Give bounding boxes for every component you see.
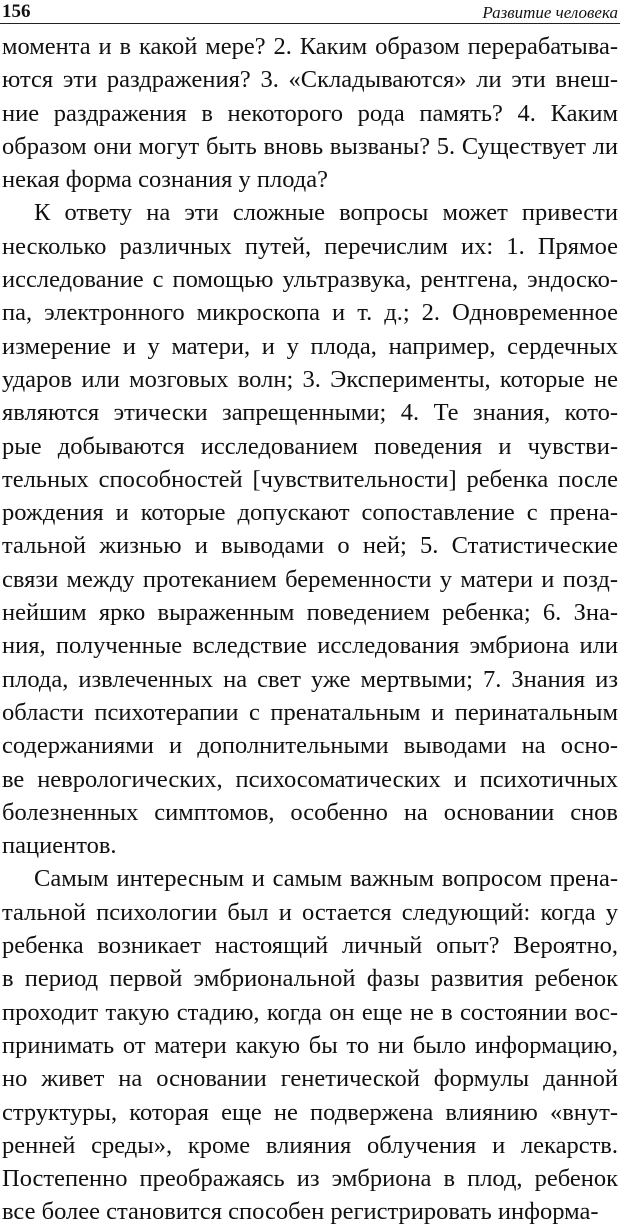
text-line: ние раздражения в некоторого рода память? 4. Каким (2, 99, 618, 127)
text-line: болезненных симптомов, особенно на основании снов (2, 798, 618, 826)
paragraph (2, 30, 618, 196)
text-line: Самым интересным и самым важным вопросом прена- (34, 865, 618, 893)
text-line: ве неврологических, психосоматических и психотичных (2, 765, 618, 793)
text-line: в период первой эмбриональной фазы развития ребенок (2, 965, 618, 993)
header-rule (0, 23, 620, 24)
text-line: тельных способностей [чувствительности] ребенка после (2, 465, 618, 493)
text-line: па, электронного микроскопа и т. д.; 2. Одновременное (2, 299, 618, 327)
text-line: ударов или мозговых волн; 3. Эксперименты, которые не (2, 365, 618, 393)
text-line: являются этически запрещенными; 4. Те знания, кото- (2, 399, 618, 427)
text-line: Постепенно преображаясь из эмбриона в плод, ребенок (2, 1165, 618, 1193)
text-line: связи между протеканием беременности у матери и позд- (2, 565, 618, 593)
page-header (0, 0, 620, 24)
text-line: рые добываются исследованием поведения и чувстви- (2, 432, 618, 460)
text-line: несколько различных путей, перечислим их: 1. Прямое (2, 232, 618, 260)
text-line: исследование с помощью ультразвука, рентгена, эндоско- (2, 266, 618, 294)
body-text (2, 30, 618, 1229)
text-line: ребенка возникает настоящий личный опыт? Вероятно, (2, 932, 618, 960)
text-line: но живет на основании генетической формулы данной (2, 1065, 618, 1093)
text-line: области психотерапии с пренатальным и перинатальным (2, 698, 618, 726)
text-line: пациентов. (2, 832, 117, 860)
paragraph (2, 196, 618, 862)
text-line: структуры, которая еще не подвержена влиянию «внут- (2, 1098, 618, 1126)
text-line: проходит такую стадию, когда он еще не в состоянии вос- (2, 998, 618, 1026)
text-line: ются эти раздражения? 3. «Складываются» ли эти внеш- (2, 66, 618, 94)
text-line: плода, извлеченных на свет уже мертвыми; 7. Знания из (2, 665, 618, 693)
text-line: тальной психологии был и остается следующий: когда у (2, 898, 618, 926)
running-head: Развитие человека (482, 3, 618, 22)
text-line: ренней среды», кроме влияния облучения и лекарств. (2, 1131, 618, 1159)
text-line: некая форма сознания у плода? (2, 166, 329, 194)
text-line: все более становится способен регистрировать информа- (2, 1198, 599, 1226)
text-line: образом они могут быть вновь вызваны? 5. Существует ли (2, 132, 618, 160)
paragraph (2, 862, 618, 1228)
text-line: нейшим ярко выраженным поведением ребенка; 6. Зна- (2, 599, 618, 627)
text-line: тальной жизнью и выводами о ней; 5. Статистические (2, 532, 618, 560)
text-line: измерение и у матери, и у плода, например, сердечных (2, 332, 618, 360)
text-line: принимать от матери какую бы то ни было информацию, (2, 1031, 618, 1059)
text-line: К ответу на эти сложные вопросы может привести (34, 199, 618, 227)
text-line: ния, полученные вследствие исследования эмбриона или (2, 632, 618, 660)
text-line: содержаниями и дополнительными выводами на осно- (2, 732, 618, 760)
text-line: рождения и которые допускают сопоставление с прена- (2, 499, 618, 527)
page-number: 156 (2, 1, 31, 22)
text-line: момента и в какой мере? 2. Каким образом перерабатыва- (2, 33, 618, 60)
